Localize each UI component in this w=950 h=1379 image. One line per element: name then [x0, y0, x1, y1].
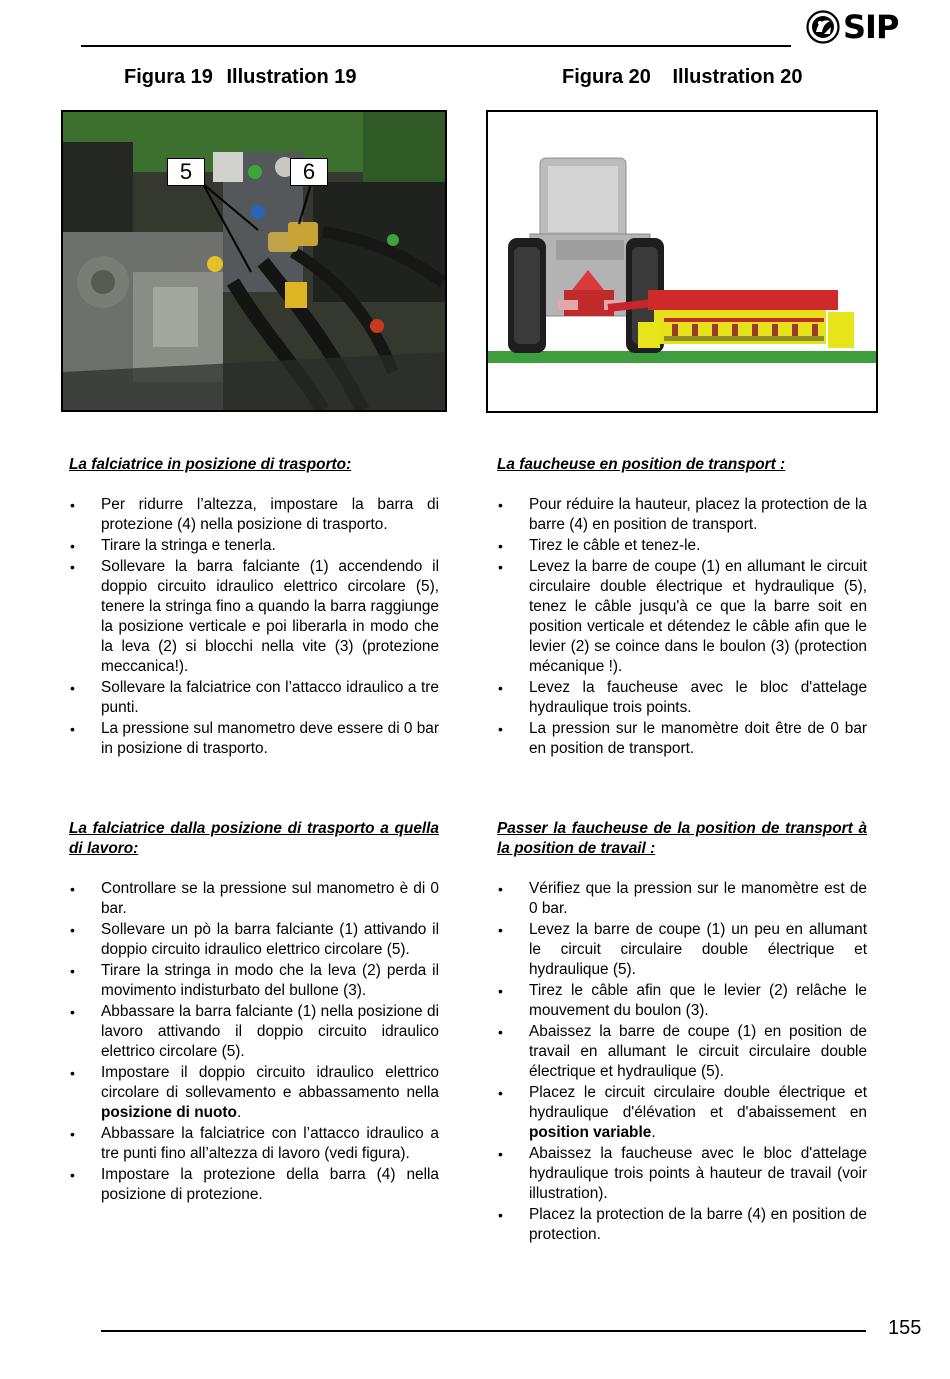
- figure-20-caption: [562, 66, 803, 89]
- list-item-text-end: .: [236, 1104, 242, 1121]
- bullet-list: [69, 879, 439, 1205]
- list-item: • Abaissez la barre de coupe (1) en position de travail en allumant le circuit circulaire double électrique et hydraulique (5).: [497, 1022, 867, 1082]
- callout-5: 5: [167, 158, 205, 186]
- list-item-text: Placez le circuit circulaire double électrique et hydraulique d'élévation et d'abaissement en: [529, 1084, 867, 1121]
- emphasis-text: posizione di nuoto: [101, 1104, 237, 1121]
- list-item: • Abbassare la barra falciante (1) nella posizione di lavoro attivando il doppio circuito idraulico elettrico circolare (5).: [69, 1002, 439, 1062]
- list-item: [69, 1063, 439, 1123]
- list-item: • Sollevare la barra falciante (1) accendendo il doppio circuito idraulico elettrico circolare (5), tenere la stringa fino a quando la barra raggiunge la posizione verticale e poi liberarla in modo che la leva (2) si blocchi nella vite (3) (protezione meccanica!).: [69, 557, 439, 677]
- list-item: • Sollevare la falciatrice con l’attacco idraulico a tre punti.: [69, 678, 439, 718]
- footer-rule: [101, 1330, 866, 1332]
- list-item: • Tirare la stringa in modo che la leva (2) perda il movimento indisturbato del bullone (3).: [69, 961, 439, 1001]
- list-item: [497, 1083, 867, 1143]
- header-rule: [81, 45, 791, 47]
- list-item: • Tirez le câble afin que le levier (2) relâche le mouvement du boulon (3).: [497, 981, 867, 1021]
- section-work-fr: [497, 819, 867, 1246]
- list-item: • La pression sur le manomètre doit être de 0 bar en position de transport.: [497, 719, 867, 759]
- section-heading: La falciatrice dalla posizione di trasporto a quella di lavoro:: [69, 820, 439, 857]
- section-heading: La faucheuse en position de transport :: [497, 456, 786, 473]
- list-item: • La pressione sul manometro deve essere di 0 bar in posizione di trasporto.: [69, 719, 439, 759]
- list-item: • Per ridurre l’altezza, impostare la barra di protezione (4) nella posizione di trasporto.: [69, 495, 439, 535]
- list-item: • Tirez le câble et tenez-le.: [497, 536, 867, 556]
- list-item: • Abaissez la faucheuse avec le bloc d'attelage hydraulique trois points à hauteur de travail (voir illustration).: [497, 1144, 867, 1204]
- callout-6: 6: [290, 158, 328, 186]
- list-item: • Impostare la protezione della barra (4) nella posizione di protezione.: [69, 1165, 439, 1205]
- figure-19-label-it: Figura 19: [124, 66, 213, 88]
- section-work-it: [69, 819, 439, 1206]
- figure-19-caption: [124, 66, 357, 89]
- logo-wordmark: SIP: [843, 8, 899, 46]
- bullet-list: [497, 879, 867, 1245]
- list-item-text-end: .: [651, 1124, 656, 1141]
- list-item: • Sollevare un pò la barra falciante (1) attivando il doppio circuito idraulico elettrico circolare (5).: [69, 920, 439, 960]
- list-item: • Abbassare la falciatrice con l’attacco idraulico a tre punti fino all’altezza di lavoro (vedi figura).: [69, 1124, 439, 1164]
- bullet-list: [497, 495, 867, 759]
- section-transport-it: [69, 455, 439, 760]
- list-item: • Levez la barre de coupe (1) un peu en allumant le circuit circulaire double électrique et hydraulique (5).: [497, 920, 867, 980]
- emphasis-text: position variable: [529, 1124, 652, 1141]
- list-item: • Placez la protection de la barre (4) en position de protection.: [497, 1205, 867, 1245]
- sip-logo: [806, 8, 910, 46]
- list-item: • Controllare se la pressione sul manometro è di 0 bar.: [69, 879, 439, 919]
- sip-emblem-icon: [806, 10, 840, 44]
- section-heading: Passer la faucheuse de la position de transport à la position de travail :: [497, 820, 867, 857]
- list-item: • Levez la barre de coupe (1) en allumant le circuit circulaire double électrique et hydraulique (5), tenez le câble jusqu'à ce que la barre soit en position verticale et détendez le câble afin que le levier (2) se coince dans le boulon (3) (protection mécanique !).: [497, 557, 867, 677]
- list-item-text: Impostare il doppio circuito idraulico elettrico circolare di sollevamento e abbassamento nella: [101, 1064, 439, 1101]
- figure-20-label-it: Figura 20: [562, 66, 651, 88]
- figure-20-drawing: [486, 110, 878, 413]
- figure-19-photo: [61, 110, 447, 412]
- figure-20-label-fr: Illustration 20: [672, 66, 803, 88]
- list-item: • Vérifiez que la pression sur le manomètre est de 0 bar.: [497, 879, 867, 919]
- list-item: • Levez la faucheuse avec le bloc d'attelage hydraulique trois points.: [497, 678, 867, 718]
- bullet-list: [69, 495, 439, 759]
- figure-19-label-fr: Illustration 19: [226, 66, 357, 88]
- list-item: • Tirare la stringa e tenerla.: [69, 536, 439, 556]
- section-heading: La falciatrice in posizione di trasporto:: [69, 456, 352, 473]
- section-transport-fr: [497, 455, 867, 760]
- list-item: • Pour réduire la hauteur, placez la protection de la barre (4) en position de transport.: [497, 495, 867, 535]
- page-number: 155: [888, 1317, 922, 1339]
